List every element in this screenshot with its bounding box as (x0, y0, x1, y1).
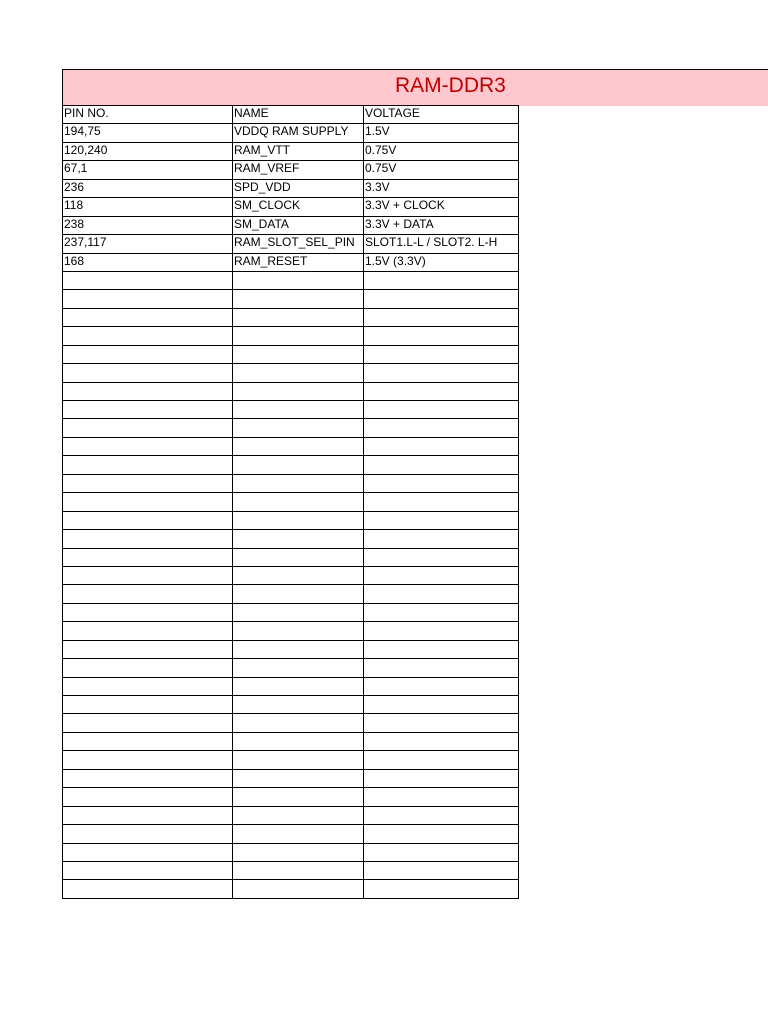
empty-cell[interactable] (63, 585, 233, 603)
voltage-cell[interactable]: 1.5V (364, 124, 519, 142)
empty-row (63, 548, 519, 566)
empty-cell[interactable] (364, 364, 519, 382)
empty-cell[interactable] (63, 677, 233, 695)
empty-cell[interactable] (364, 825, 519, 843)
empty-row (63, 566, 519, 584)
empty-cell[interactable] (63, 419, 233, 437)
empty-row (63, 401, 519, 419)
pin-cell[interactable]: 67,1 (63, 161, 233, 179)
empty-cell[interactable] (364, 603, 519, 621)
empty-row (63, 769, 519, 787)
empty-cell[interactable] (63, 788, 233, 806)
empty-cell[interactable] (63, 364, 233, 382)
empty-cell[interactable] (364, 677, 519, 695)
header-cell-voltage[interactable]: VOLTAGE (364, 106, 519, 124)
empty-cell[interactable] (233, 548, 364, 566)
pin-cell[interactable]: 238 (63, 216, 233, 234)
empty-cell[interactable] (63, 271, 233, 289)
empty-cell[interactable] (63, 603, 233, 621)
empty-row (63, 806, 519, 824)
empty-cell[interactable] (364, 585, 519, 603)
pin-cell[interactable]: 236 (63, 179, 233, 197)
empty-row (63, 585, 519, 603)
empty-cell[interactable] (364, 622, 519, 640)
empty-cell[interactable] (364, 640, 519, 658)
empty-cell[interactable] (233, 788, 364, 806)
empty-cell[interactable] (233, 437, 364, 455)
empty-cell[interactable] (233, 566, 364, 584)
name-cell[interactable]: SM_CLOCK (233, 198, 364, 216)
empty-cell[interactable] (364, 548, 519, 566)
empty-cell[interactable] (63, 861, 233, 879)
pin-cell[interactable]: 194,75 (63, 124, 233, 142)
empty-cell[interactable] (63, 308, 233, 326)
empty-cell[interactable] (63, 843, 233, 861)
empty-cell[interactable] (63, 714, 233, 732)
empty-cell[interactable] (364, 474, 519, 492)
empty-cell[interactable] (63, 401, 233, 419)
empty-cell[interactable] (63, 806, 233, 824)
empty-cell[interactable] (63, 825, 233, 843)
empty-cell[interactable] (364, 696, 519, 714)
empty-row (63, 714, 519, 732)
empty-cell[interactable] (63, 622, 233, 640)
empty-cell[interactable] (233, 493, 364, 511)
table-row (63, 235, 519, 253)
empty-row (63, 603, 519, 621)
empty-cell[interactable] (364, 290, 519, 308)
empty-row (63, 364, 519, 382)
empty-cell[interactable] (364, 345, 519, 363)
name-cell[interactable]: RAM_SLOT_SEL_PIN (233, 235, 364, 253)
empty-row (63, 825, 519, 843)
empty-row (63, 843, 519, 861)
empty-cell[interactable] (233, 419, 364, 437)
empty-row (63, 622, 519, 640)
empty-cell[interactable] (364, 880, 519, 898)
name-cell[interactable]: RAM_VTT (233, 142, 364, 160)
empty-row (63, 271, 519, 289)
empty-cell[interactable] (63, 751, 233, 769)
voltage-cell[interactable]: 0.75V (364, 161, 519, 179)
empty-cell[interactable] (233, 825, 364, 843)
empty-cell[interactable] (63, 493, 233, 511)
empty-cell[interactable] (364, 732, 519, 750)
empty-cell[interactable] (63, 548, 233, 566)
empty-cell[interactable] (233, 843, 364, 861)
empty-row (63, 290, 519, 308)
empty-cell[interactable] (63, 640, 233, 658)
empty-cell[interactable] (233, 345, 364, 363)
pin-cell[interactable]: 118 (63, 198, 233, 216)
empty-row (63, 640, 519, 658)
empty-row (63, 861, 519, 879)
empty-cell[interactable] (233, 382, 364, 400)
empty-cell[interactable] (364, 530, 519, 548)
empty-row (63, 327, 519, 345)
empty-cell[interactable] (364, 327, 519, 345)
sheet-title: RAM-DDR3 (395, 74, 506, 97)
empty-cell[interactable] (364, 806, 519, 824)
empty-cell[interactable] (233, 585, 364, 603)
table-row (63, 124, 519, 142)
empty-row (63, 308, 519, 326)
empty-cell[interactable] (63, 456, 233, 474)
empty-cell[interactable] (233, 308, 364, 326)
empty-row (63, 345, 519, 363)
empty-row (63, 696, 519, 714)
table-header-row (63, 106, 519, 124)
name-cell[interactable]: SPD_VDD (233, 179, 364, 197)
empty-cell[interactable] (233, 659, 364, 677)
empty-cell[interactable] (233, 511, 364, 529)
empty-cell[interactable] (63, 437, 233, 455)
header-cell-pin[interactable]: PIN NO. (63, 106, 233, 124)
voltage-cell[interactable]: SLOT1.L-L / SLOT2. L-H (364, 235, 519, 253)
empty-cell[interactable] (233, 640, 364, 658)
empty-cell[interactable] (364, 401, 519, 419)
empty-cell[interactable] (364, 769, 519, 787)
empty-cell[interactable] (364, 437, 519, 455)
empty-cell[interactable] (233, 327, 364, 345)
empty-cell[interactable] (364, 659, 519, 677)
table-row (63, 179, 519, 197)
empty-cell[interactable] (364, 493, 519, 511)
empty-cell[interactable] (364, 714, 519, 732)
empty-cell[interactable] (63, 696, 233, 714)
empty-row (63, 437, 519, 455)
empty-cell[interactable] (233, 880, 364, 898)
empty-cell[interactable] (233, 290, 364, 308)
name-cell[interactable]: VDDQ RAM SUPPLY (233, 124, 364, 142)
empty-cell[interactable] (364, 382, 519, 400)
empty-cell[interactable] (63, 327, 233, 345)
empty-cell[interactable] (233, 456, 364, 474)
empty-cell[interactable] (364, 861, 519, 879)
pin-cell[interactable]: 237,117 (63, 235, 233, 253)
empty-row (63, 474, 519, 492)
empty-row (63, 511, 519, 529)
empty-cell[interactable] (233, 474, 364, 492)
empty-row (63, 659, 519, 677)
empty-cell[interactable] (63, 382, 233, 400)
empty-row (63, 732, 519, 750)
header-cell-name[interactable]: NAME (233, 106, 364, 124)
empty-cell[interactable] (233, 769, 364, 787)
empty-cell[interactable] (63, 769, 233, 787)
voltage-cell[interactable]: 0.75V (364, 142, 519, 160)
table-row (63, 161, 519, 179)
empty-cell[interactable] (63, 511, 233, 529)
empty-cell[interactable] (63, 290, 233, 308)
empty-row (63, 677, 519, 695)
empty-cell[interactable] (63, 530, 233, 548)
table-row (63, 216, 519, 234)
pin-table (62, 105, 519, 899)
empty-cell[interactable] (233, 530, 364, 548)
empty-cell[interactable] (233, 364, 364, 382)
table-row (63, 253, 519, 271)
empty-row (63, 751, 519, 769)
empty-cell[interactable] (233, 696, 364, 714)
empty-cell[interactable] (63, 732, 233, 750)
table-row (63, 198, 519, 216)
voltage-cell[interactable]: 3.3V + DATA (364, 216, 519, 234)
name-cell[interactable]: RAM_VREF (233, 161, 364, 179)
pin-cell[interactable]: 120,240 (63, 142, 233, 160)
voltage-cell[interactable]: 3.3V (364, 179, 519, 197)
empty-cell[interactable] (364, 271, 519, 289)
empty-cell[interactable] (364, 308, 519, 326)
empty-row (63, 880, 519, 898)
voltage-cell[interactable]: 3.3V + CLOCK (364, 198, 519, 216)
empty-cell[interactable] (364, 419, 519, 437)
empty-cell[interactable] (233, 806, 364, 824)
table-row (63, 142, 519, 160)
empty-row (63, 419, 519, 437)
empty-cell[interactable] (364, 566, 519, 584)
name-cell[interactable]: RAM_RESET (233, 253, 364, 271)
empty-cell[interactable] (364, 456, 519, 474)
empty-row (63, 788, 519, 806)
name-cell[interactable]: SM_DATA (233, 216, 364, 234)
empty-cell[interactable] (233, 677, 364, 695)
empty-row (63, 493, 519, 511)
empty-cell[interactable] (364, 511, 519, 529)
empty-cell[interactable] (63, 659, 233, 677)
voltage-cell[interactable]: 1.5V (3.3V) (364, 253, 519, 271)
empty-cell[interactable] (364, 843, 519, 861)
empty-cell[interactable] (63, 474, 233, 492)
empty-cell[interactable] (63, 880, 233, 898)
empty-row (63, 530, 519, 548)
empty-cell[interactable] (233, 401, 364, 419)
empty-row (63, 382, 519, 400)
empty-cell[interactable] (233, 271, 364, 289)
empty-cell[interactable] (233, 714, 364, 732)
empty-cell[interactable] (233, 751, 364, 769)
empty-cell[interactable] (63, 566, 233, 584)
empty-row (63, 456, 519, 474)
empty-cell[interactable] (364, 751, 519, 769)
empty-cell[interactable] (364, 788, 519, 806)
empty-cell[interactable] (233, 732, 364, 750)
empty-cell[interactable] (63, 345, 233, 363)
empty-cell[interactable] (233, 603, 364, 621)
empty-cell[interactable] (233, 622, 364, 640)
pin-cell[interactable]: 168 (63, 253, 233, 271)
empty-cell[interactable] (233, 861, 364, 879)
